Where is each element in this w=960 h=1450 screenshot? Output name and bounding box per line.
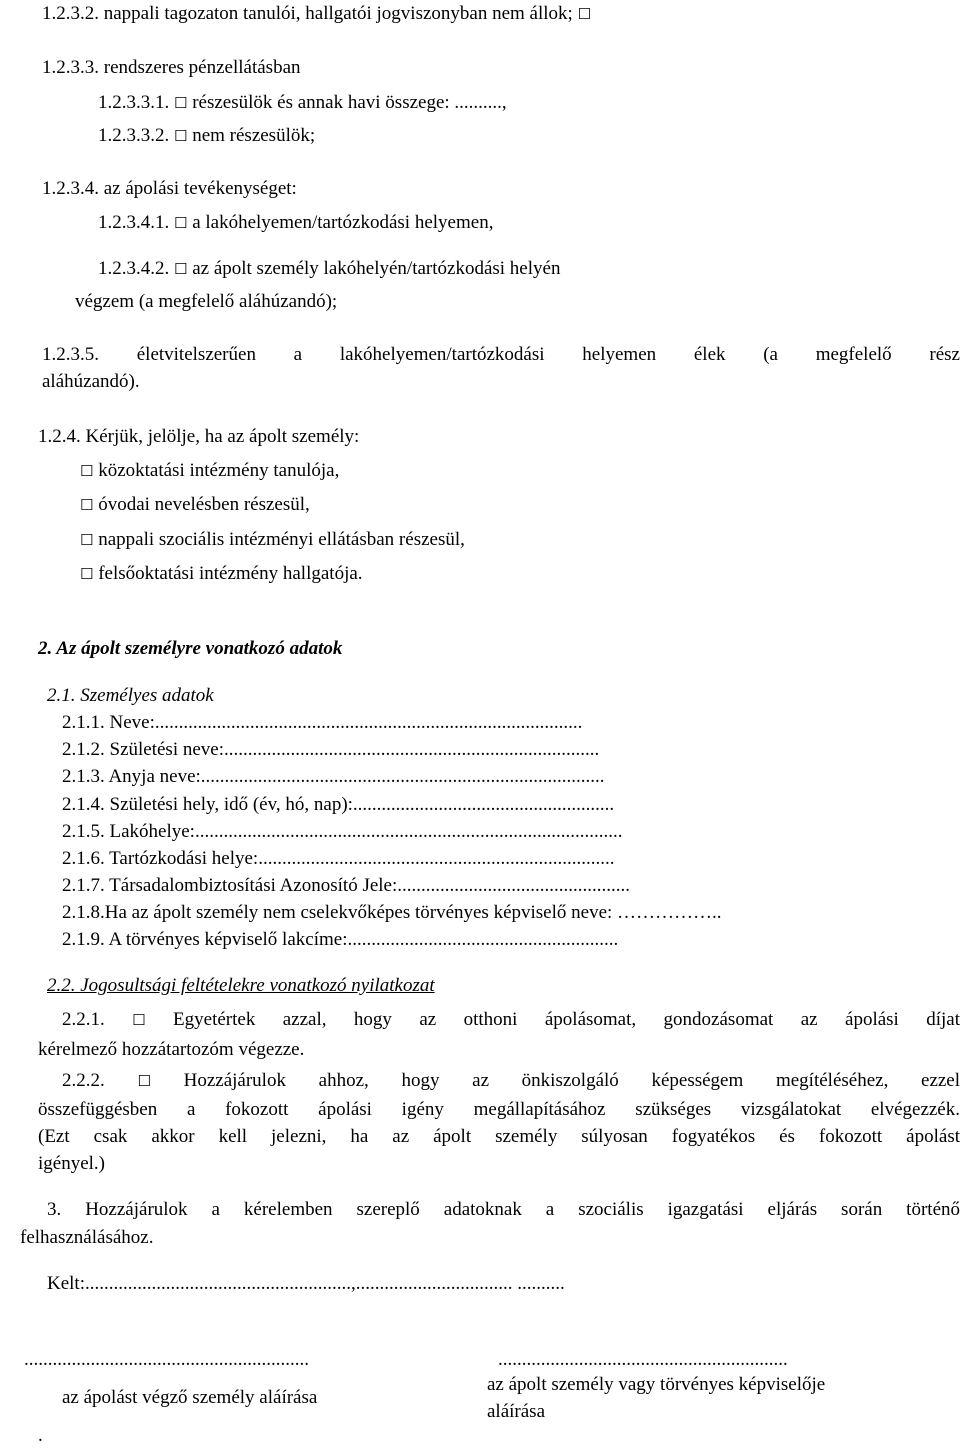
checkbox-2-2-2[interactable]: ☐	[137, 1072, 151, 1090]
item-1-2-3-4-1: 1.2.3.4.1. ☐ a lakóhelyemen/tartózkodási helyemen,	[98, 212, 494, 233]
item-1-2-3-2: 1.2.3.2. nappali tagozaton tanulói, hallgatói jogviszonyban nem állok; ☐	[42, 3, 592, 24]
item-1-2-3-3: 1.2.3.3. rendszeres pénzellátásban	[42, 57, 301, 78]
checkbox-apolt-lakohelyen[interactable]: ☐	[174, 260, 188, 278]
item-1-2-3-3-1: 1.2.3.3.1. ☐ részesülök és annak havi összege: ..........,	[98, 92, 507, 113]
field-2-1-3[interactable]: 2.1.3. Anyja neve:.....................................................................................	[62, 766, 605, 787]
item-1-2-3-4-2-continued: végzem (a megfelelő aláhúzandó);	[75, 291, 338, 312]
field-2-1-2[interactable]: 2.1.2. Születési neve:...............................................................................	[62, 739, 600, 760]
section-2-1-title: 2.1. Személyes adatok	[47, 685, 214, 706]
kelt-date-field[interactable]: Kelt:........................................................,................................. ..........	[47, 1273, 565, 1294]
checkbox-nappali-szocialis[interactable]: ☐	[80, 531, 94, 549]
item-1-2-3-4: 1.2.3.4. az ápolási tevékenységet:	[42, 178, 297, 199]
field-2-1-6[interactable]: 2.1.6. Tartózkodási helye:...........................................................................	[62, 848, 615, 869]
checkbox-lakohelyemen[interactable]: ☐	[174, 214, 188, 232]
checkbox-ovodai[interactable]: ☐	[80, 496, 94, 514]
section-2-title: 2. Az ápolt személyre vonatkozó adatok	[38, 638, 343, 659]
signature-right-label: az ápolt személy vagy törvényes képviselője	[487, 1374, 826, 1395]
item-1-2-4: 1.2.4. Kérjük, jelölje, ha az ápolt személy:	[38, 426, 360, 447]
checkbox-reszesulok[interactable]: ☐	[174, 94, 188, 112]
statement-2-2-2-line2: összefüggésben a fokozott ápolási igény megállapításához szükséges vizsgálatokat elvégezzék.	[38, 1099, 960, 1120]
checkbox-nem-reszesulok[interactable]: ☐	[174, 127, 188, 145]
checkbox-nem-allok[interactable]: ☐	[577, 5, 592, 23]
statement-2-2-2-line3: (Ezt csak akkor kell jelezni, ha az ápolt személy súlyosan fogyatékos és fokozott ápolást	[38, 1126, 960, 1147]
option-kozoktatasi: ☐ közoktatási intézmény tanulója,	[80, 460, 340, 481]
item-1-2-3-4-2: 1.2.3.4.2. ☐ az ápolt személy lakóhelyén/tartózkodási helyén	[98, 258, 561, 279]
option-ovodai: ☐ óvodai nevelésben részesül,	[80, 494, 310, 515]
consent-3: 3. Hozzájárulok a kérelemben szereplő adatoknak a szociális igazgatási eljárás során történő	[47, 1199, 960, 1220]
field-2-1-7[interactable]: 2.1.7. Társadalombiztosítási Azonosító Jele:.................................................	[62, 875, 631, 896]
consent-3-continued: felhasználásához.	[20, 1227, 154, 1248]
signature-right-label-continued: aláírása	[487, 1401, 546, 1422]
checkbox-kozoktatasi[interactable]: ☐	[80, 462, 94, 480]
trailing-dot: .	[38, 1425, 43, 1446]
field-2-1-1[interactable]: 2.1.1. Neve:..........................................................................................	[62, 712, 583, 733]
field-2-1-4[interactable]: 2.1.4. Születési hely, idő (év, hó, nap):.......................................................	[62, 794, 615, 815]
signature-right-line[interactable]: .............................................................	[498, 1349, 788, 1370]
checkbox-2-2-1[interactable]: ☐	[132, 1011, 146, 1029]
statement-2-2-1: 2.2.1. ☐ Egyetértek azzal, hogy az otthoni ápolásomat, gondozásomat az ápolási díjat	[62, 1009, 960, 1030]
item-1-2-3-5: 1.2.3.5. életvitelszerűen a lakóhelyemen/tartózkodási helyemen élek (a megfelelő rész	[42, 344, 960, 365]
option-felsooktatasi: ☐ felsőoktatási intézmény hallgatója.	[80, 563, 363, 584]
statement-2-2-1-continued: kérelmező hozzátartozóm végezze.	[38, 1039, 305, 1060]
item-1-2-3-5-continued: aláhúzandó).	[42, 371, 140, 392]
statement-2-2-2-line4: igényel.)	[38, 1153, 106, 1174]
field-2-1-8[interactable]: 2.1.8.Ha az ápolt személy nem cselekvőképes törvényes képviselő neve: ……………..	[62, 902, 722, 923]
section-2-2-title: 2.2. Jogosultsági feltételekre vonatkozó nyilatkozat	[47, 975, 435, 996]
field-2-1-5[interactable]: 2.1.5. Lakóhelye:..........................................................................................	[62, 821, 623, 842]
option-nappali-szocialis: ☐ nappali szociális intézményi ellátásban részesül,	[80, 529, 465, 550]
checkbox-felsooktatasi[interactable]: ☐	[80, 565, 94, 583]
signature-left-line[interactable]: ............................................................	[24, 1349, 309, 1370]
item-1-2-3-3-2: 1.2.3.3.2. ☐ nem részesülök;	[98, 125, 316, 146]
field-2-1-9[interactable]: 2.1.9. A törvényes képviselő lakcíme:.........................................................	[62, 929, 619, 950]
statement-2-2-2: 2.2.2. ☐ Hozzájárulok ahhoz, hogy az önkiszolgáló képességem megítéléséhez, ezzel	[62, 1070, 960, 1091]
signature-left-label: az ápolást végző személy aláírása	[62, 1387, 318, 1408]
